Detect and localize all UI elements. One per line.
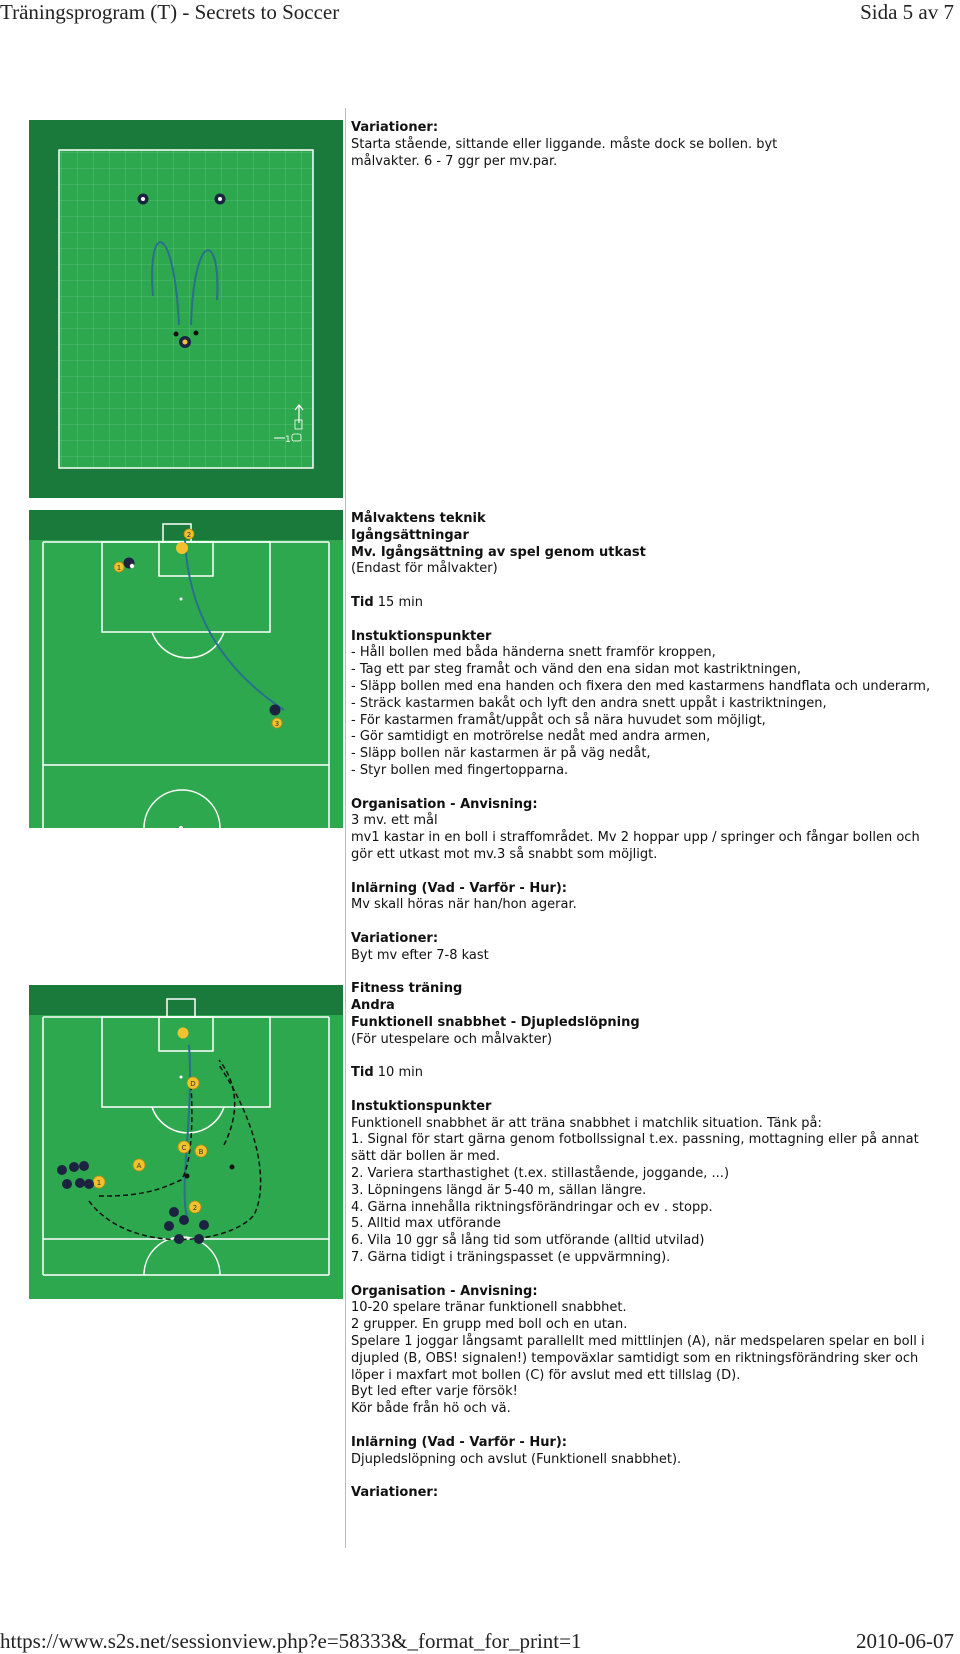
marker-b	[195, 1145, 207, 1157]
instruction-line: Funktionell snabbhet är att träna snabbhet i matchlik situation. Tänk på:	[351, 1115, 822, 1131]
variations-text: Starta stående, sittande eller liggande. måste dock se bollen. byt målvakter. 6 - 7 ggr per mv.par.	[351, 136, 778, 169]
drill-diagram-1	[29, 120, 343, 498]
section-2-text	[351, 511, 941, 1502]
section-subheading: Igångsättningar	[351, 527, 469, 543]
marker-d	[187, 1077, 199, 1089]
instruction-line: - Gör samtidigt en motrörelse nedåt med andra armen,	[351, 729, 711, 745]
exercise-title: Mv. Igångsättning av spel genom utkast	[351, 544, 646, 560]
time-row	[351, 595, 941, 612]
instruction-line: - Släpp bollen när kastarmen är på väg nedåt,	[351, 746, 651, 762]
instruction-line: - För kastarmen framåt/uppåt och så nära huvudet som möjligt,	[351, 712, 766, 728]
scale-label: 1	[285, 435, 291, 445]
instruction-line: 5. Alltid max utförande	[351, 1216, 501, 1232]
svg-text:D: D	[190, 1080, 196, 1088]
variations-label: Variationer:	[351, 930, 439, 946]
instruction-line: - Tag ett par steg framåt och vänd den ena sidan mot kastriktningen,	[351, 662, 801, 678]
instruction-line: - Styr bollen med fingertopparna.	[351, 762, 569, 778]
time-row	[351, 1065, 941, 1082]
section-heading: Fitness träning	[351, 981, 463, 997]
time-label: Tid	[351, 1065, 374, 1081]
ball	[194, 331, 199, 336]
organisation-line: 2 grupper. En grupp med boll och en utan.	[351, 1317, 628, 1333]
variations-text: Byt mv efter 7-8 kast	[351, 947, 489, 963]
drill-diagram-3	[29, 985, 343, 1299]
goalkeeper	[179, 336, 191, 348]
organisation-line: Spelare 1 joggar långsamt parallellt med mittlinjen (A), när medspelaren spelar en boll i djupled (B, OBS! signalen!) tempoväxlar samtidigt som en riktningsförändring sker och löper i maxfart mot bollen (C) för avslut med ett tillslag (D).	[351, 1334, 925, 1383]
learning-text: Djupledslöpning och avslut (Funktionell snabbhet).	[351, 1451, 682, 1467]
ball	[230, 1165, 235, 1170]
svg-text:B: B	[198, 1148, 204, 1156]
time-value: 10 min	[373, 1065, 423, 1081]
instructions-label: Instuktionspunkter	[351, 1098, 492, 1114]
goalkeeper	[178, 1028, 189, 1039]
ball	[185, 1174, 190, 1179]
page-header-title: Träningsprogram (T) - Secrets to Soccer	[0, 0, 340, 24]
instruction-line: 4. Gärna innehålla riktningsförändringar och ev . stopp.	[351, 1199, 713, 1215]
learning-label: Inlärning (Vad - Varför - Hur):	[351, 1434, 568, 1450]
variations-label: Variationer:	[351, 120, 439, 135]
section-heading: Målvaktens teknik	[351, 511, 486, 526]
exercise-subtitle: (För utespelare och målvakter)	[351, 1031, 553, 1047]
instruction-line: 6. Vila 10 ggr så lång tid som utförande (alltid utvilad)	[351, 1233, 705, 1249]
svg-text:3: 3	[274, 720, 280, 728]
organisation-label: Organisation - Anvisning:	[351, 796, 538, 812]
svg-text:2: 2	[192, 1204, 198, 1212]
time-label: Tid	[351, 594, 374, 610]
print-date: 2010-06-07	[856, 1629, 954, 1653]
svg-text:2: 2	[186, 531, 192, 539]
page-url: https://www.s2s.net/sessionview.php?e=58333&_format_for_print=1	[0, 1629, 582, 1653]
section-subheading: Andra	[351, 998, 395, 1014]
instruction-line: 3. Löpningens längd är 5-40 m, sällan längre.	[351, 1182, 647, 1198]
instruction-line: - Håll bollen med båda händerna snett framför kroppen,	[351, 645, 716, 661]
player-1	[138, 194, 149, 205]
organisation-label: Organisation - Anvisning:	[351, 1283, 538, 1299]
svg-text:A: A	[136, 1162, 142, 1170]
ball	[174, 332, 179, 337]
instruction-line: 7. Gärna tidigt i träningspasset (e uppvärmning).	[351, 1250, 671, 1266]
marker-c	[178, 1141, 190, 1153]
instruction-line: 2. Variera starthastighet (t.ex. stillastående, joggande, ...)	[351, 1166, 730, 1182]
instruction-line: 1. Signal för start gärna genom fotbollssignal t.ex. passning, mottagning eller på annat sätt där bollen är med.	[351, 1132, 919, 1165]
marker-2	[189, 1201, 201, 1213]
learning-label: Inlärning (Vad - Varför - Hur):	[351, 880, 568, 896]
organisation-line: mv1 kastar in en boll i straffområdet. Mv 2 hoppar upp / springer och fångar bollen och gör ett utkast mot mv.3 så snabbt som möjligt.	[351, 830, 920, 862]
instructions-label: Instuktionspunkter	[351, 628, 492, 644]
page-number: Sida 5 av 7	[860, 0, 954, 24]
organisation-line: Byt led efter varje försök!	[351, 1384, 518, 1400]
svg-text:1: 1	[116, 564, 122, 572]
exercise-title: Funktionell snabbhet - Djupledslöpning	[351, 1014, 640, 1030]
player-2	[215, 194, 226, 205]
exercise-subtitle: (Endast för målvakter)	[351, 561, 498, 577]
organisation-line: Kör både från hö och vä.	[351, 1401, 511, 1417]
instruction-line: - Släpp bollen med ena handen och fixera den med kastarmens handflata och underarm,	[351, 678, 931, 694]
time-value: 15 min	[373, 594, 423, 610]
drill-diagram-2	[29, 510, 343, 828]
organisation-line: 10-20 spelare tränar funktionell snabbhet.	[351, 1300, 627, 1316]
svg-text:1: 1	[96, 1179, 102, 1187]
column-divider	[345, 108, 346, 1548]
svg-text:C: C	[181, 1144, 187, 1152]
organisation-line: 3 mv. ett mål	[351, 813, 438, 829]
learning-text: Mv skall höras när han/hon agerar.	[351, 897, 577, 913]
instruction-line: - Sträck kastarmen bakåt och lyft den andra snett uppåt i kastriktningen,	[351, 695, 827, 711]
marker-a	[133, 1159, 145, 1171]
marker-1	[93, 1176, 105, 1188]
variations-label: Variationer:	[351, 1485, 439, 1501]
section-1-text	[351, 120, 941, 170]
